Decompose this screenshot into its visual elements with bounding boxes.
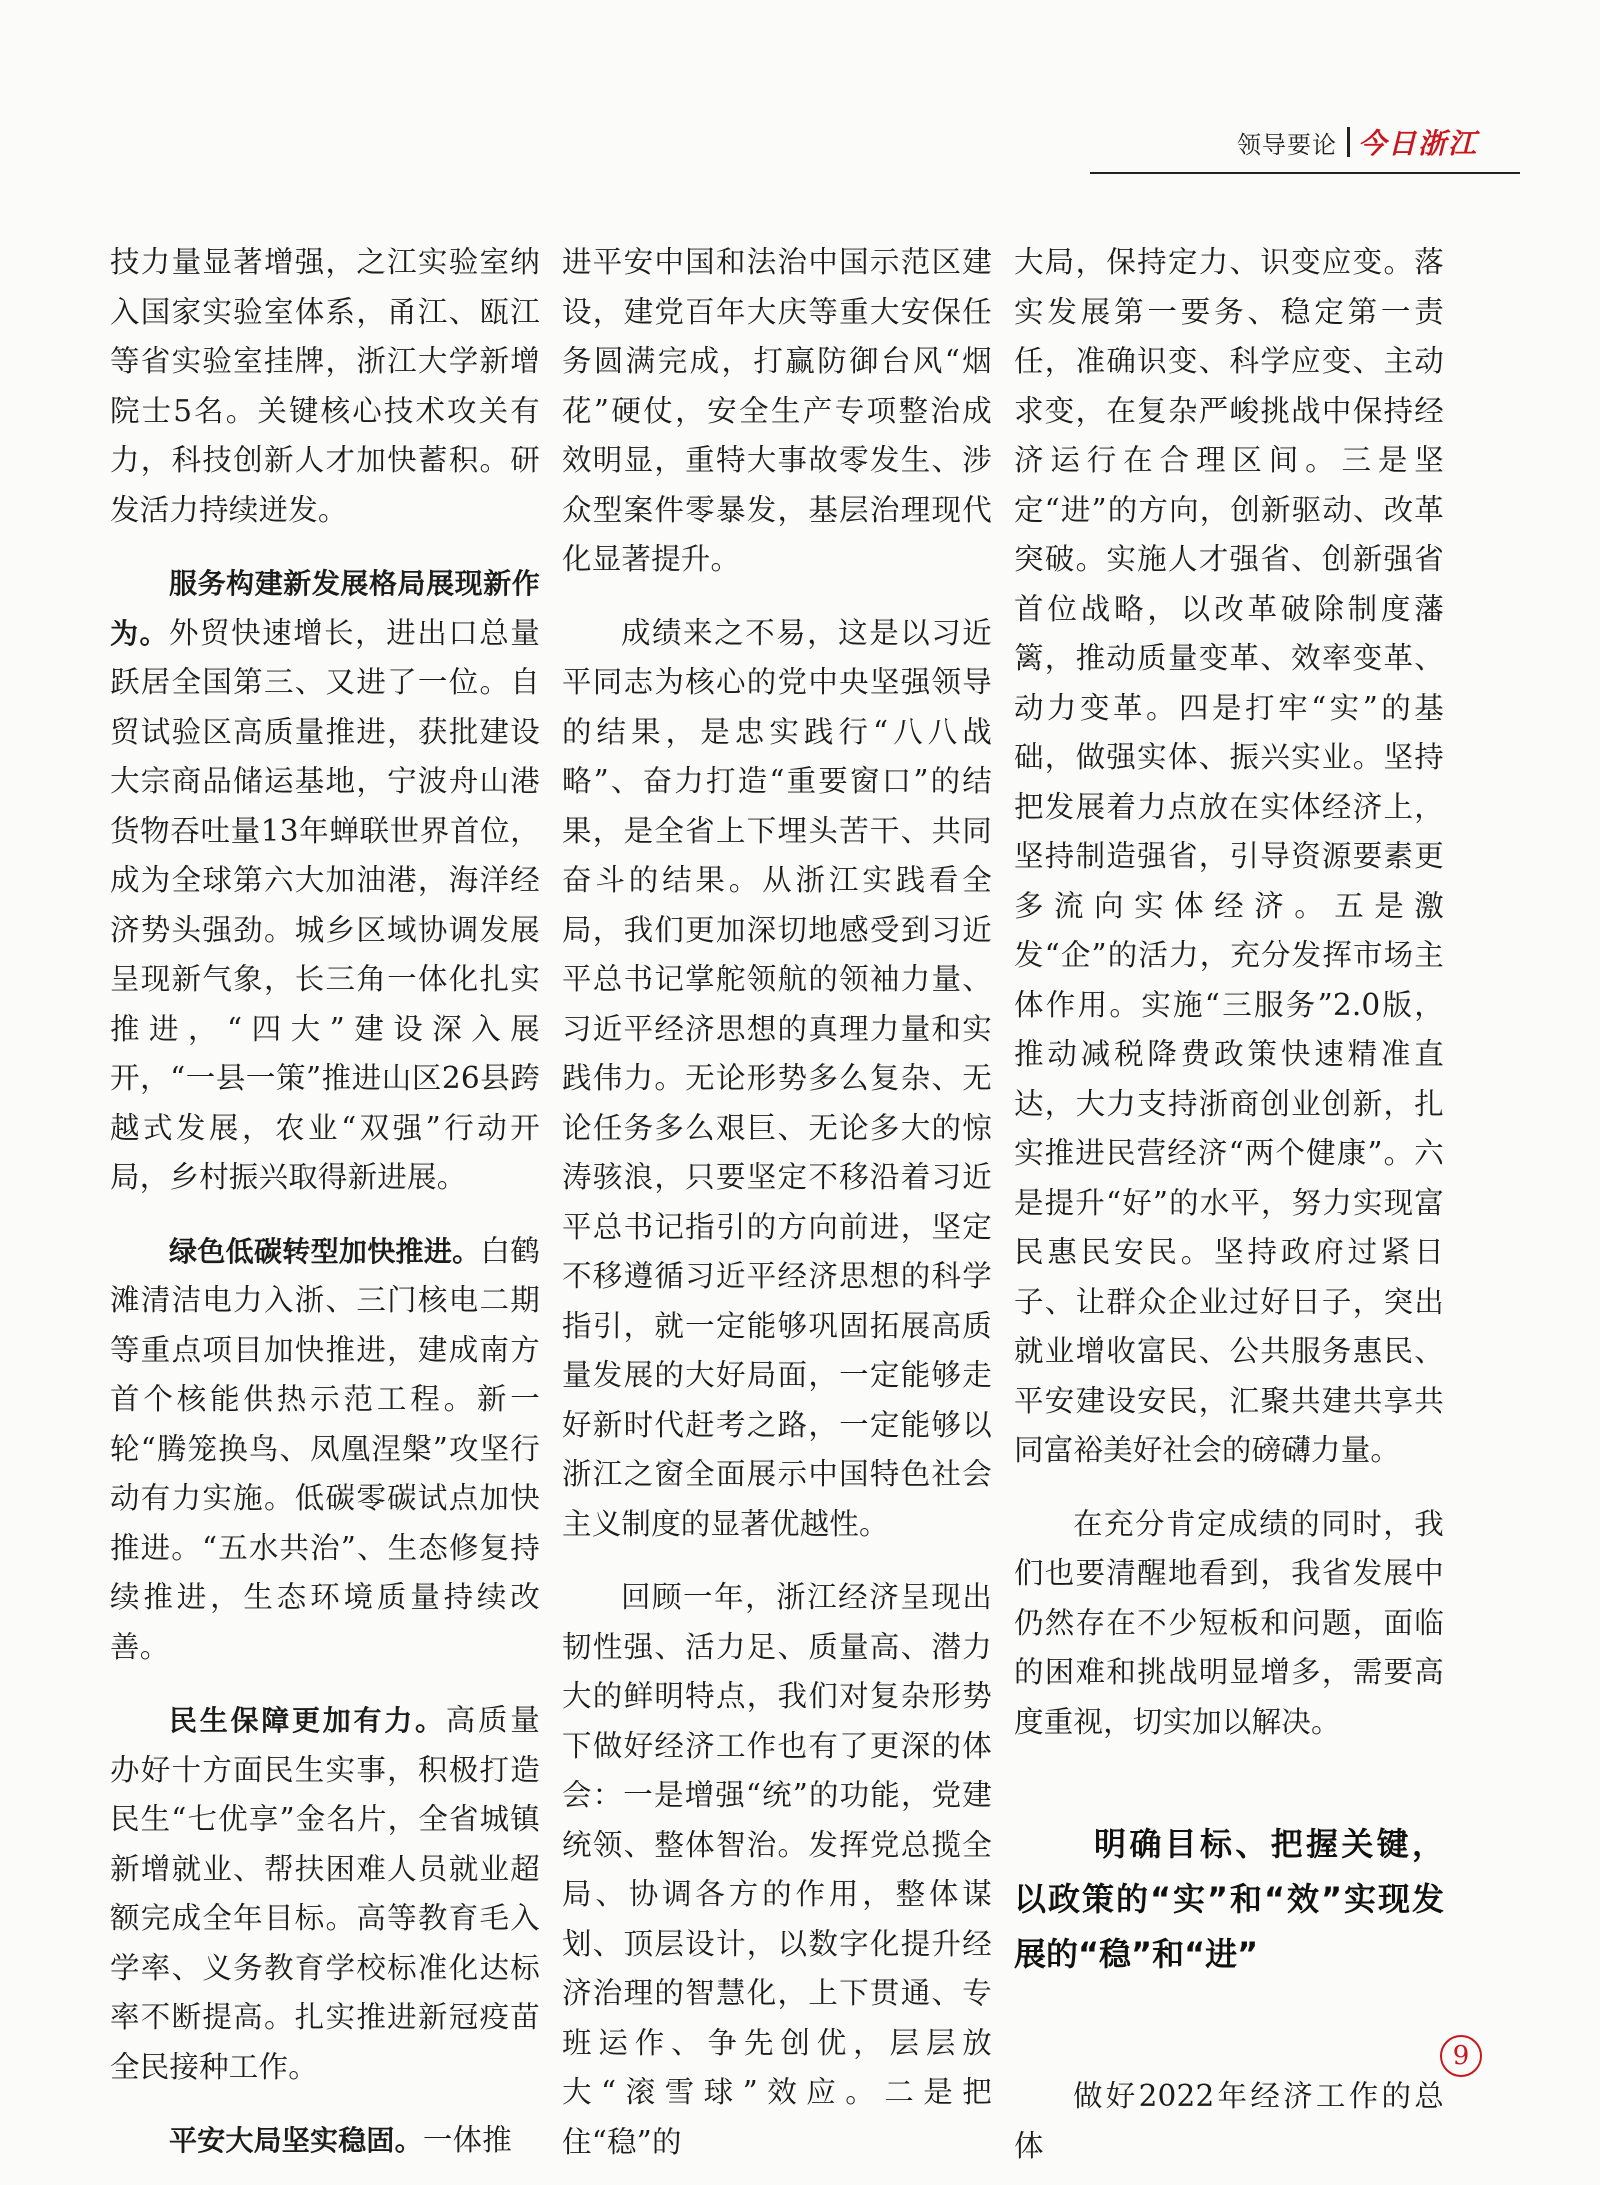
section-heading: 明确目标、把握关键，以政策的“实”和“效”实现发展的“稳”和“进” xyxy=(1014,1825,1444,1973)
paragraph-lead: 服务构建新发展格局展现新作为。 xyxy=(110,567,540,650)
magazine-logo: 今日浙江 xyxy=(1357,127,1478,160)
header-divider xyxy=(1347,127,1350,157)
paragraph-lead: 平安大局坚实稳固。 xyxy=(169,2124,423,2157)
paragraph-lead: 民生保障更加有力。 xyxy=(169,1704,446,1737)
text-column-2 xyxy=(562,238,992,2167)
header-rule xyxy=(1090,172,1520,174)
page-header xyxy=(1237,122,1478,162)
section-label: 领导要论 xyxy=(1236,130,1337,159)
paragraph: 技力量显著增强，之江实验室纳入国家实验室体系，甬江、瓯江等省实验室挂牌，浙江大学新增院士5名。关键核心技术攻关有力，科技创新人才加快蓄积。研发活力持续迸发。 xyxy=(110,245,540,527)
paragraph xyxy=(110,559,540,1203)
paragraph: 大局，保持定力、识变应变。落实发展第一要务、稳定第一责任，准确识变、科学应变、主动求变，在复杂严峻挑战中保持经济运行在合理区间。三是坚定“进”的方向，创新驱动、改革突破。实施人才强省、创新强省首位战略，以改革破除制度藩篱，推动质量变革、效率变革、动力变革。四是打牢“实”的基础，做强实体、振兴实业。坚持把发展着力点放在实体经济上，坚持制造强省，引导资源要素更多流向实体经济。五是激发“企”的活力，充分发挥市场主体作用。实施“三服务”2.0版，推动减税降费政策快速精准直达，大力支持浙商创业创新，扎实推进民营经济“两个健康”。六是提升“好”的水平，努力实现富民惠民安民。坚持政府过紧日子、让群众企业过好日子，突出就业增收富民、公共服务惠民、平安建设安民，汇聚共建共享共同富裕美好社会的磅礴力量。 xyxy=(1014,245,1444,1467)
paragraph xyxy=(110,2116,540,2166)
page-number: 9 xyxy=(1440,2035,1482,2077)
paragraph: 回顾一年，浙江经济呈现出韧性强、活力足、质量高、潜力大的鲜明特点，我们对复杂形势下做好经济工作也有了更深的体会：一是增强“统”的功能，党建统领、整体智治。发挥党总揽全局、协调各方的作用，整体谋划、顶层设计，以数字化提升经济治理的智慧化，上下贯通、专班运作、争先创优，层层放大“滚雪球”效应。二是把住“稳”的 xyxy=(562,1580,992,2159)
paragraph: 进平安中国和法治中国示范区建设，建党百年大庆等重大安保任务圆满完成，打赢防御台风“烟花”硬仗，安全生产专项整治成效明显，重特大事故零发生、涉众型案件零暴发，基层治理现代化显著提升。 xyxy=(562,245,992,576)
paragraph-body: 外贸快速增长，进出口总量跃居全国第三、又进了一位。自贸试验区高质量推进，获批建设大宗商品储运基地，宁波舟山港货物吞吐量13年蝉联世界首位，成为全球第六大加油港，海洋经济势头强劲。城乡区域协调发展呈现新气象，长三角一体化扎实推进，“四大”建设深入展开，“一县一策”推进山区26县跨越式发展，农业“双强”行动开局，乡村振兴取得新进展。 xyxy=(110,615,540,1194)
paragraph: 成绩来之不易，这是以习近平同志为核心的党中央坚强领导的结果，是忠实践行“八八战略”、奋力打造“重要窗口”的结果，是全省上下埋头苦干、共同奋斗的结果。从浙江实践看全局，我们更加深切地感受到习近平总书记掌舵领航的领袖力量、习近平经济思想的真理力量和实践伟力。无论形势多么复杂、无论任务多么艰巨、无论多大的惊涛骇浪，只要坚定不移沿着习近平总书记指引的方向前进，坚定不移遵循习近平经济思想的科学指引，就一定能够巩固拓展高质量发展的大好局面，一定能够走好新时代赶考之路，一定能够以浙江之窗全面展示中国特色社会主义制度的显著优越性。 xyxy=(562,615,992,1541)
text-column-3 xyxy=(1014,238,1444,2171)
paragraph xyxy=(110,1227,540,1673)
paragraph: 做好2022年经济工作的总体 xyxy=(1014,2079,1444,2163)
paragraph-body: 一体推 xyxy=(422,2123,512,2157)
text-column-1 xyxy=(110,238,540,2166)
paragraph-body: 高质量办好十方面民生实事，积极打造民生“七优享”金名片，全省城镇新增就业、帮扶困难人员就业超额完成全年目标。高等教育毛入学率、义务教育学校标准化达标率不断提高。扎实推进新冠疫苗全民接种工作。 xyxy=(110,1703,540,2084)
paragraph: 在充分肯定成绩的同时，我们也要清醒地看到，我省发展中仍然存在不少短板和问题，面临的困难和挑战明显增多，需要高度重视，切实加以解决。 xyxy=(1014,1506,1444,1739)
paragraph xyxy=(110,1696,540,2092)
paragraph-lead: 绿色低碳转型加快推进。 xyxy=(169,1234,481,1268)
paragraph-body: 白鹤滩清洁电力入浙、三门核电二期等重点项目加快推进，建成南方首个核能供热示范工程。新一轮“腾笼换鸟、凤凰涅槃”攻坚行动有力实施。低碳零碳试点加快推进。“五水共治”、生态修复持续推进，生态环境质量持续改善。 xyxy=(110,1233,541,1664)
